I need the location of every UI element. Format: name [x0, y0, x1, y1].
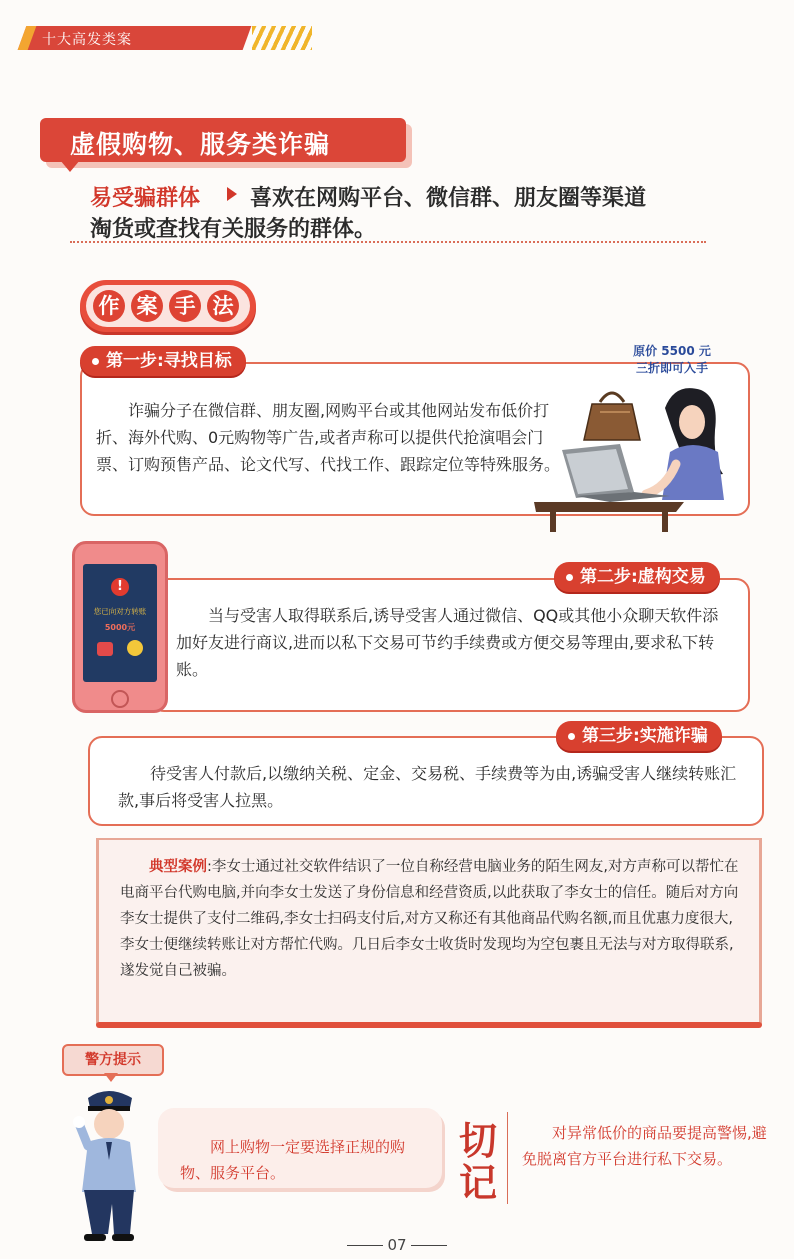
home-button-icon [111, 690, 129, 708]
title-tail [60, 160, 80, 172]
tip2-text: 对异常低价的商品要提高警惕,避免脱离官方平台进行私下交易。 [522, 1124, 767, 1168]
method-char: 法 [207, 290, 239, 322]
remember-calligraphy [458, 1120, 498, 1204]
tip-text: 网上购物一定要选择正规的购物、服务平台。 [180, 1138, 406, 1182]
vulnerable-label: 易受骗群体 [90, 186, 201, 211]
step1-label: 第一步:寻找目标 [106, 351, 232, 371]
price-original: 原价 5500 元 [633, 344, 711, 358]
price-discount: 三折即可入手 [635, 361, 708, 375]
step3-label: 第三步:实施诈骗 [582, 726, 708, 746]
vertical-divider [507, 1112, 508, 1204]
page-number [0, 1236, 794, 1254]
method-char: 手 [169, 290, 201, 322]
alert-icon: ! [111, 578, 129, 596]
section-label: 十大高发类案 [42, 32, 132, 48]
phone-amount: 5000元 [104, 623, 136, 632]
step2-text: 当与受害人取得联系后,诱导受害人通过微信、QQ或其他小众聊天软件添加好友进行商议,进而以私下交易可节约手续费或方便交易等理由,要求私下转账。 [176, 606, 719, 679]
phone-screen [83, 564, 157, 682]
sad-face-icon [127, 640, 143, 656]
case-text [120, 854, 740, 984]
step3-pill [556, 721, 722, 751]
price-note [616, 342, 728, 376]
step2-pill [554, 562, 720, 592]
vulnerable-text-line2: 淘货或查找有关服务的群体。 [90, 217, 377, 242]
phone-illustration [72, 541, 168, 713]
remember-char: 切 [458, 1118, 497, 1163]
step1-pill [80, 346, 246, 376]
bullet-icon [568, 733, 575, 740]
page-title: 虚假购物、服务类诈骗 [70, 130, 331, 159]
arrow-right-icon [227, 187, 237, 201]
warning-tag: 警方提示 [62, 1044, 164, 1076]
step2-label: 第二步:虚构交易 [580, 567, 706, 587]
step1-text: 诈骗分子在微信群、朋友圈,网购平台或其他网站发布低价打折、海外代购、0元购物等广告,或者声称可以提供代抢演唱会门票、订购预售产品、论文代写、代找工作、跟踪定位等特殊服务。 [96, 401, 561, 474]
method-char: 案 [131, 290, 163, 322]
step3-text: 待受害人付款后,以缴纳关税、定金、交易税、手续费等为由,诱骗受害人继续转账汇款,事后将受害人拉黑。 [118, 764, 737, 810]
bullet-icon [566, 574, 573, 581]
dotted-divider [70, 241, 706, 243]
page-number-value: 07 [387, 1236, 407, 1254]
warning-tag-tail [104, 1073, 118, 1082]
remember-char: 记 [458, 1160, 497, 1205]
bag-icon [97, 642, 113, 656]
woman-laptop-illustration [530, 372, 760, 532]
case-label: 典型案例 [149, 859, 207, 875]
bullet-icon [92, 358, 99, 365]
vulnerable-text-line1: 喜欢在网购平台、微信群、朋友圈等渠道 [250, 186, 647, 211]
section-tab-stripes [252, 26, 312, 50]
case-bottom-bar [96, 1022, 762, 1028]
method-char: 作 [93, 290, 125, 322]
police-officer-illustration [70, 1084, 148, 1244]
phone-transfer-text: 您已向对方转账 [93, 607, 147, 616]
case-body: :李女士通过社交软件结识了一位自称经营电脑业务的陌生网友,对方声称可以帮忙在电商平台代购电脑,并向李女士发送了身份信息和经营资质,以此获取了李女士的信任。随后对方向李女士提供了支付二维码,李女士扫码支付后,对方又称还有其他商品代购名额,而且优惠力度很大,李女士便继续转账让对方帮忙代购。几日后李女士收货时发现均为空包裹且无法与对方取得联系,遂发觉自己被骗。 [120, 859, 739, 979]
